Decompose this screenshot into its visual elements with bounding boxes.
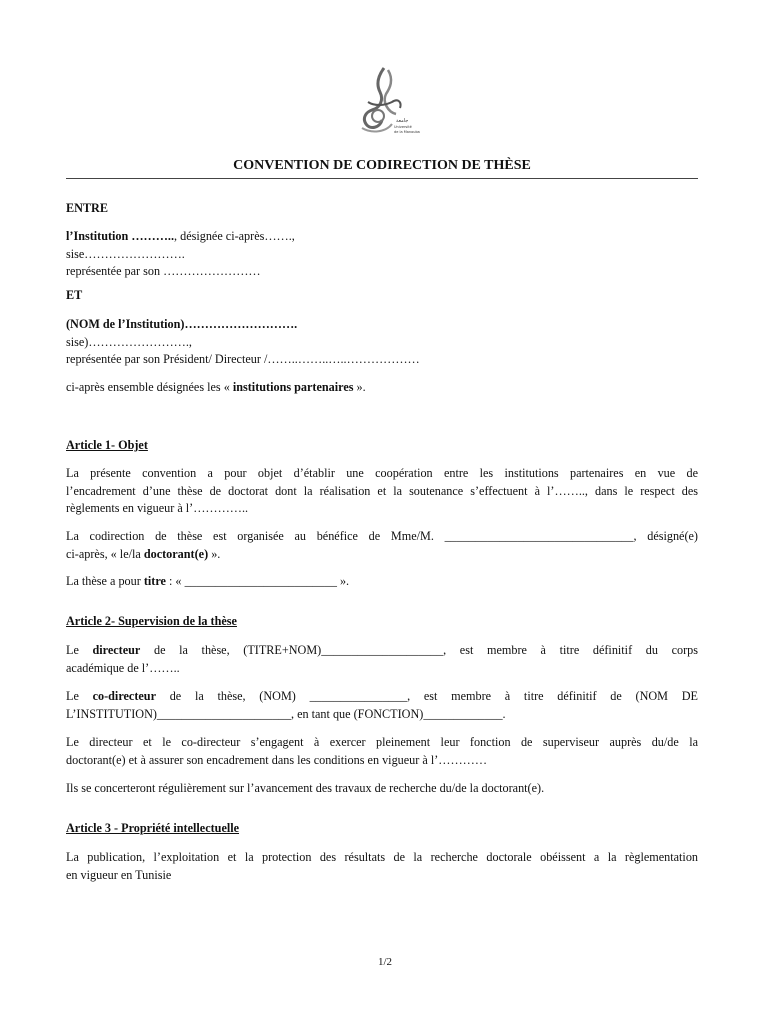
entre-label — [66, 200, 698, 218]
codirecteur-post: de la thèse, (NOM) ________________, est membre à titre définitif de (NOM DE — [155, 689, 698, 703]
document-title: CONVENTION DE CODIRECTION DE THÈSE — [233, 158, 531, 173]
article-2-p2-line2: L’INSTITUTION)______________________, en tant que (FONCTION)_____________. — [66, 706, 506, 721]
article-1-title: Article 1- Objet — [66, 438, 148, 452]
institution-sise: sise……………………. — [66, 246, 185, 261]
article-1-p2-line2 — [66, 546, 698, 564]
thesis-title-pre: La thèse a pour — [66, 574, 144, 588]
entre-heading: ENTRE — [66, 201, 108, 215]
logo-text-line3: de la Manouba — [394, 130, 420, 134]
thesis-title-bold: titre — [143, 574, 166, 588]
article-2-p1-line1 — [66, 642, 698, 660]
title-divider — [66, 178, 698, 179]
directeur-post: de la thèse, (TITRE+NOM)____________________, est membre à titre définitif du corps — [140, 643, 698, 657]
codirecteur-pre: Le — [66, 689, 93, 703]
article-1-heading — [66, 437, 698, 455]
institution-line — [66, 228, 698, 246]
codirecteur-bold: co-directeur — [92, 689, 156, 703]
ensemble-bold: institutions partenaires — [232, 380, 354, 394]
institution-representative: représentée par son …………………… — [66, 264, 261, 278]
directeur-bold: directeur — [92, 643, 141, 657]
article-1-paragraph-2 — [66, 528, 698, 563]
article-2-p3-line2: doctorant(e) et à assurer son encadrement dans les conditions en vigueur à l’………… — [66, 752, 488, 767]
partner-institutions-note — [66, 379, 698, 397]
article-1-paragraph-1 — [66, 465, 698, 518]
et-heading: ET — [66, 288, 83, 302]
article-2-paragraph-4 — [66, 780, 698, 798]
doctorant-bold: doctorant(e) — [143, 546, 209, 561]
et-label — [66, 287, 698, 305]
article-3-heading — [66, 820, 698, 838]
article-1-p1-line3: règlements en vigueur à l’………….. — [66, 501, 249, 515]
article-1-paragraph-3 — [66, 573, 698, 591]
entre-section — [66, 228, 698, 281]
article-2-paragraph-2 — [66, 688, 698, 723]
article-2-p3-line1: Le directeur et le co-directeur s’engagent à exercer pleinement leur fonction de superviseur auprès du/de la — [66, 735, 698, 749]
logo-text-line2: Université — [394, 125, 412, 129]
et-section — [66, 316, 698, 369]
article-2-p2-line1 — [66, 688, 698, 706]
article-3-title: Article 3 - Propriété intellectuelle — [66, 821, 240, 835]
logo-text-arabic: جامعة — [396, 118, 409, 124]
doctorant-pre: ci-après, « le/la — [66, 546, 144, 561]
partner-institution-representative: représentée par son Président/ Directeur /……..……..…..……………… — [66, 352, 420, 366]
partner-institution-name — [66, 316, 698, 334]
doctorant-post: ». — [208, 546, 221, 561]
article-1-p2-line1: La codirection de thèse est organisée au bénéfice de Mme/M. _______________________________, désigné(e) — [66, 529, 698, 543]
article-2-heading — [66, 613, 698, 631]
article-2-paragraph-1 — [66, 642, 698, 677]
institution-designation: , désignée ci-après……., — [174, 229, 295, 243]
article-2-paragraph-3 — [66, 734, 698, 769]
ensemble-pre: ci-après ensemble désignées les « — [66, 380, 233, 394]
article-3-p1-line2: en vigueur en Tunisie — [66, 867, 172, 882]
article-1-p1-line1: La présente convention a pour objet d’établir une coopération entre les institutions partenaires en vue de — [66, 466, 698, 480]
article-2-title: Article 2- Supervision de la thèse — [66, 614, 237, 628]
article-2-p4-line: Ils se concerteront régulièrement sur l’avancement des travaux de recherche du/de la doctorant(e). — [66, 781, 545, 795]
ensemble-post: ». — [353, 380, 366, 394]
partner-institution-sise: sise)……………………., — [66, 334, 192, 349]
article-3-p1-line1: La publication, l’exploitation et la protection des résultats de la recherche doctorale obéissent a la règlementation — [66, 850, 698, 864]
article-3-paragraph-1 — [66, 849, 698, 884]
university-logo — [350, 62, 420, 142]
institution-name: l’Institution ……….. — [66, 229, 175, 243]
article-2-p1-line2: académique de l’…….. — [66, 660, 180, 675]
directeur-pre: Le — [66, 643, 93, 657]
page-number: 1/2 — [377, 956, 393, 968]
university-logo-icon — [350, 62, 420, 142]
thesis-title-post: : « _________________________ ». — [165, 574, 350, 588]
article-1-p1-line2: l’encadrement d’une thèse de doctorat dont la réalisation et la soutenance s’effectuent à l’…….., dans le respect des — [66, 483, 698, 498]
partner-institution-bold: (NOM de l’Institution)………………………. — [66, 317, 298, 331]
